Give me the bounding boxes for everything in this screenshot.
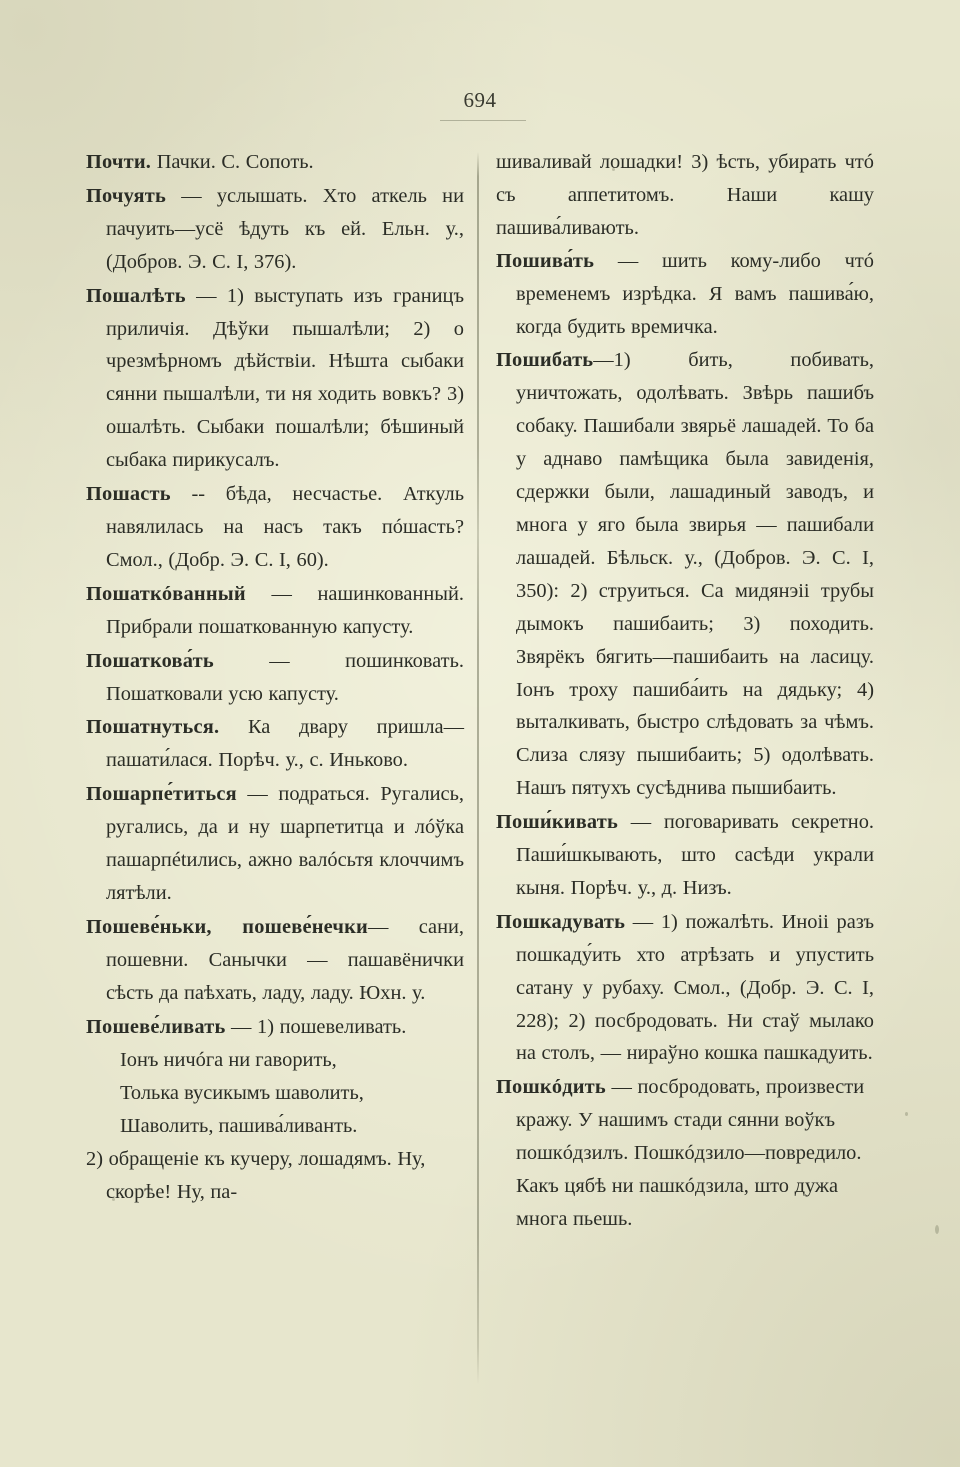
verse-line: Іонъ ничóга ни гаворить, xyxy=(120,1049,337,1072)
entry-body: — пошинковать. Пошатковали усю капусту. xyxy=(106,649,464,705)
entry-body: — услышать. Хто аткель ни пачуить—усё ѣдуть къ ей. Ельн. у., (Добров. Э. С. I, 376). xyxy=(106,184,464,273)
entry-body: — 1) выступать изъ границъ приличія. Дѣўки пышалѣли; 2) о чрезмѣрномъ дѣйствіи. Нѣшта сыбаки сянни пышалѣли, ти ня ходить вовкъ? 3) ошалѣть. Сыбаки пошалѣли; бѣшиный сыбака пирикусалъ. xyxy=(106,284,464,472)
page-number: 694 xyxy=(463,88,497,112)
dictionary-entry xyxy=(86,911,464,1010)
dictionary-entry xyxy=(496,806,874,905)
dictionary-entry xyxy=(496,906,874,1071)
scan-speck xyxy=(905,1112,908,1116)
dictionary-entry xyxy=(86,578,464,644)
headword: Пошеве́ливать xyxy=(86,1015,226,1038)
dictionary-entry xyxy=(86,280,464,477)
entry-body: Ка двару пришла—пашати́лася. Порѣч. у., с. Иньково. xyxy=(106,716,464,772)
entry-continuation: 2) обращеніе къ кучеру, лошадямъ. Ну, скорѣе! Ну, па- xyxy=(86,1148,426,1204)
entry-body: — посбродовать, произвести кражу. У нашимъ стади сянни воўкъ пошкóдзилъ. Пошкóдзило—повредило. Какъ цябѣ ни пашкóдзила, што дужа многа пьешь. xyxy=(516,1076,865,1230)
headword: Пошива́ть xyxy=(496,249,595,272)
entry-body: — 1) пожалѣть. Иноіі разъ пошкаду́ить хто атрѣзать и упустить сатану у рубаху. Смол., (Добр. Э. С. I, 228); 2) посбродовать. Ни стаў мылако на столъ, — нираўно кошка пашкадуить. xyxy=(516,910,874,1065)
headword: Пошарпе́титься xyxy=(86,783,237,806)
dictionary-entry xyxy=(86,778,464,910)
entry-body: — сани, пошевни. Санычки — пашавёнички сѣсть да паѣхать, ладу, ладу. Юхн. у. xyxy=(106,915,464,1004)
headword: Пошкадувать xyxy=(496,910,626,933)
headword: Пошалѣть xyxy=(86,284,186,307)
entry-body: Пачки. С. Сопоть. xyxy=(151,151,314,173)
dictionary-entry xyxy=(496,344,874,805)
headword: Пошатнуться. xyxy=(86,716,220,739)
dictionary-entry xyxy=(86,1011,464,1044)
entry-body: — поговаривать секретно. Паши́шкывають, што сасѣди украли кыня. Порѣч. у., д. Низъ. xyxy=(516,811,874,899)
column-divider-rule xyxy=(477,152,479,1384)
entry-continuation-from-previous-column: шиваливай лошадки! 3) ѣсть, убирать чтó съ аппетитомъ. Наши кашу пашива́ливають. xyxy=(496,151,874,239)
left-column xyxy=(86,146,464,1210)
headword: Пошасть xyxy=(86,483,171,506)
headword: Пошаткóванный xyxy=(86,582,246,605)
dictionary-entry xyxy=(496,245,874,344)
headword: Почуять xyxy=(86,184,166,207)
entry-body: — шить кому-либо чтó временемъ изрѣдка. Я вамъ пашива́ю, когда будить времичка. xyxy=(516,249,874,338)
headword: Пошаткова́ть xyxy=(86,649,214,672)
headword: Пошкóдить xyxy=(496,1076,606,1099)
dictionary-entry xyxy=(86,146,464,179)
dictionary-entry xyxy=(86,180,464,279)
right-column xyxy=(496,146,874,1237)
headword: Почти. xyxy=(86,151,152,173)
page-number-rule xyxy=(440,120,526,121)
entry-body: -- бѣда, несчастье. Аткуль навялилась на насъ такъ пóшасть? Смол., (Добр. Э. С. I, 60). xyxy=(106,483,464,571)
entry-body: — 1) пошевеливать. xyxy=(225,1015,407,1038)
headword: Пошибать xyxy=(496,349,594,372)
headword: Пошеве́ньки, пошеве́нечки xyxy=(86,915,368,938)
headword: Поши́кивать xyxy=(496,811,618,834)
entry-body: — нашинкованный. Прибрали пошаткованную капусту. xyxy=(106,582,464,638)
dictionary-entry xyxy=(496,1071,874,1236)
dictionary-entry xyxy=(86,478,464,577)
entry-body: —1) бить, побивать, уничтожать, одолѣвать. Звѣрь пашибъ собаку. Пашибали звярьё лашадей. То ба у аднаво памѣщика была завиденія, сдержки были, лашадиный заводъ, и многа у яго была звирья — пашибали лашадей. Бѣльск. у., (Добров. Э. С. I, 350): 2) струиться. Са мидянэіі трубы дымокъ пашибаить; 3) походить. Звярёкъ бягить—пашибаить на ласицу. Іонъ троху пашиба́ить на дядьку; 4) выталкивать, быстро слѣдовать за чѣмъ. Слиза слязу пышибаить; 5) одолѣвать. Нашъ пятухъ сусѣднива пышибаить. xyxy=(516,349,874,800)
dictionary-entry xyxy=(86,711,464,777)
scan-speck xyxy=(935,1225,939,1234)
dictionary-entry xyxy=(86,645,464,711)
verse-line: Шаволить, пашива́ливанть. xyxy=(120,1115,358,1138)
entry-body: — подраться. Ругались, ругались, да и ну шарпетитца и лóўка пашарпétились, ажно валóсьтя клоччимъ лятѣли. xyxy=(106,783,464,904)
verse-line: Толька вусикымъ шаволить, xyxy=(120,1082,364,1105)
